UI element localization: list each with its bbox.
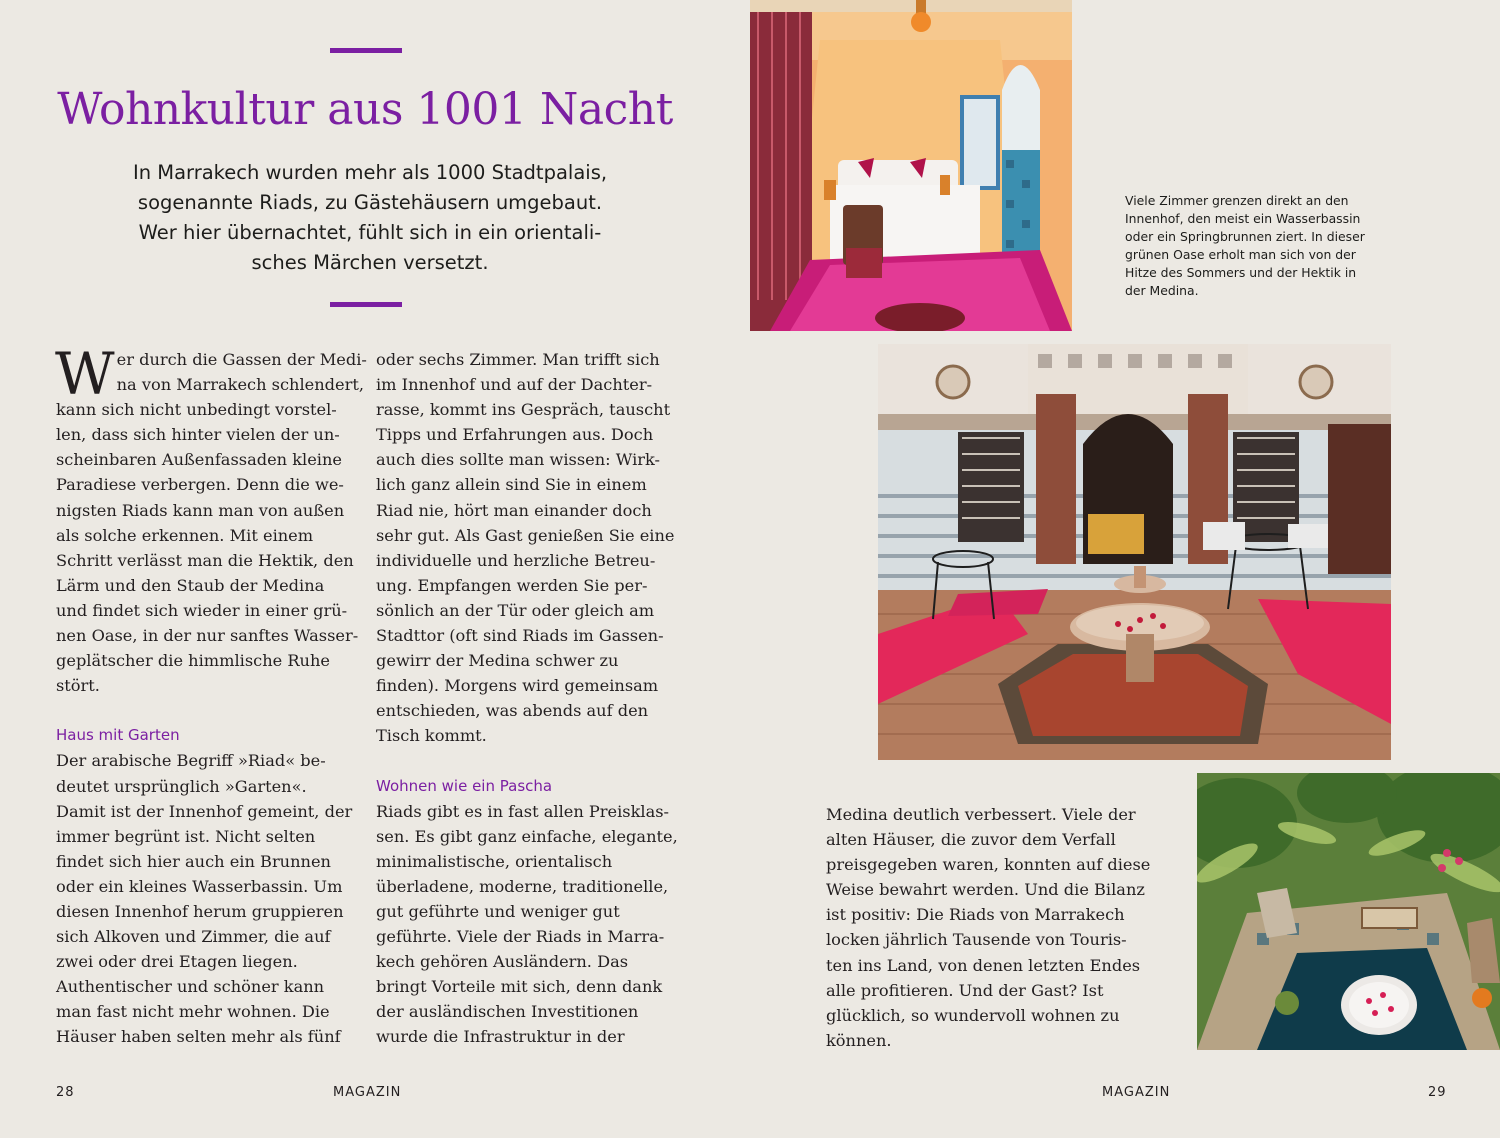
text-line: glücklich, so wundervoll wohnen zu bbox=[826, 1005, 1120, 1025]
title-rule-bottom bbox=[330, 302, 402, 307]
text-line: man fast nicht mehr wohnen. Die bbox=[56, 1002, 330, 1022]
text-line: finden). Morgens wird gemeinsam bbox=[376, 676, 659, 696]
text-line: ten ins Land, von denen letzten Endes bbox=[826, 955, 1141, 975]
text-line: Riad nie, hört man einander doch bbox=[376, 500, 652, 520]
text-line: Lärm und den Staub der Medina bbox=[56, 575, 325, 595]
caption-line: grünen Oase erholt man sich von der bbox=[1125, 247, 1356, 262]
text-line: Medina deutlich verbessert. Viele der bbox=[826, 805, 1136, 824]
text-line: deutet ursprünglich »Garten«. bbox=[56, 776, 307, 796]
text-line: und findet sich wieder in einer grü- bbox=[56, 600, 348, 620]
photo-bedroom bbox=[750, 0, 1072, 331]
text-line: im Innenhof und auf der Dachter- bbox=[376, 375, 653, 395]
caption-line: Hitze des Sommers und der Hektik in bbox=[1125, 265, 1357, 280]
text-line: individuelle und herzliche Betreu- bbox=[376, 550, 656, 570]
title-rule-top bbox=[330, 48, 402, 53]
text-line: scheinbaren Außenfassaden kleine bbox=[56, 450, 342, 470]
text-line: alle profitieren. Und der Gast? Ist bbox=[826, 980, 1104, 1000]
running-footer-left: MAGAZIN bbox=[333, 1085, 402, 1100]
lead-line: In Marrakech wurden mehr als 1000 Stadtpalais, bbox=[132, 161, 608, 184]
article-column-2 bbox=[376, 347, 696, 1050]
text-line: lich ganz allein sind Sie in einem bbox=[376, 475, 647, 495]
text-line: alten Häuser, die zuvor dem Verfall bbox=[826, 830, 1116, 850]
text-line: ung. Empfangen werden Sie per- bbox=[376, 575, 648, 595]
text-line: Tisch kommt. bbox=[376, 726, 487, 746]
photo-courtyard-fountain bbox=[878, 344, 1391, 760]
caption-line: Innenhof, den meist ein Wasserbassin bbox=[1125, 211, 1361, 226]
text-line: Häuser haben selten mehr als fünf bbox=[56, 1027, 341, 1047]
caption-line: der Medina. bbox=[1125, 283, 1199, 298]
running-footer-right: MAGAZIN bbox=[1102, 1085, 1171, 1100]
text-line: Authentischer und schöner kann bbox=[56, 977, 325, 997]
text-line: geplätscher die himmlische Ruhe bbox=[56, 651, 330, 671]
page-number-left: 28 bbox=[56, 1085, 75, 1100]
text-line: diesen Innenhof herum gruppieren bbox=[56, 901, 344, 921]
lead-paragraph bbox=[60, 158, 680, 278]
text-line: sönlich an der Tür oder gleich am bbox=[376, 600, 655, 620]
text-line: locken jährlich Tausende von Touris- bbox=[826, 930, 1127, 950]
text-line: überladene, moderne, traditionelle, bbox=[376, 876, 669, 896]
text-line: geführte. Viele der Riads in Marra- bbox=[376, 927, 665, 947]
text-line: sehr gut. Als Gast genießen Sie eine bbox=[376, 525, 675, 545]
drop-cap: W bbox=[55, 340, 115, 408]
page-title: Wohnkultur aus 1001 Nacht bbox=[57, 84, 673, 135]
photo-caption bbox=[1125, 192, 1385, 300]
lead-line: sogenannte Riads, zu Gästehäusern umgebaut. bbox=[137, 191, 603, 214]
text-line: Tipps und Erfahrungen aus. Doch bbox=[376, 425, 654, 445]
text-line: Stadttor (oft sind Riads im Gassen- bbox=[376, 626, 664, 646]
text-line: nigsten Riads kann man von außen bbox=[56, 500, 345, 520]
text-line: minimalistische, orientalisch bbox=[376, 851, 613, 871]
text-line: sich Alkoven und Zimmer, die auf bbox=[56, 927, 331, 947]
text-line: len, dass sich hinter vielen der un- bbox=[56, 425, 340, 445]
column1-body bbox=[56, 748, 366, 1049]
text-line: entschieden, was abends auf den bbox=[376, 701, 649, 721]
text-line: Schritt verlässt man die Hektik, den bbox=[56, 550, 354, 570]
column2-body bbox=[376, 799, 696, 1050]
text-line: Der arabische Begriff »Riad« be- bbox=[56, 751, 326, 771]
text-line: der ausländischen Investitionen bbox=[376, 1002, 639, 1022]
text-line: stört. bbox=[56, 676, 100, 696]
text-line: oder sechs Zimmer. Man trifft sich bbox=[376, 350, 660, 369]
caption-line: oder ein Springbrunnen ziert. In dieser bbox=[1125, 229, 1365, 244]
column1-intro bbox=[55, 340, 367, 698]
text-line: sen. Es gibt ganz einfache, elegante, bbox=[376, 826, 678, 846]
text-line: preisgegeben waren, konnten auf diese bbox=[826, 855, 1151, 875]
subhead-haus-mit-garten: Haus mit Garten bbox=[56, 726, 180, 745]
lead-line: sches Märchen versetzt. bbox=[251, 251, 489, 274]
text-line: nen Oase, in der nur sanftes Wasser- bbox=[56, 626, 359, 646]
text-line: Paradiese verbergen. Denn die we- bbox=[56, 475, 344, 495]
lead-line: Wer hier übernachtet, fühlt sich in ein orientali- bbox=[138, 221, 602, 244]
text-line: er durch die Gassen der Medi- bbox=[116, 350, 367, 369]
column2-intro bbox=[376, 347, 696, 749]
text-line: na von Marrakech schlendert, bbox=[116, 375, 364, 395]
text-line: oder ein kleines Wasserbassin. Um bbox=[56, 876, 343, 896]
photo-garden-pool bbox=[1197, 773, 1500, 1050]
text-line: Damit ist der Innenhof gemeint, der bbox=[56, 801, 353, 821]
subhead-wohnen-wie-ein-pascha: Wohnen wie ein Pascha bbox=[376, 776, 553, 795]
text-line: Weise bewahrt werden. Und die Bilanz bbox=[826, 880, 1145, 900]
caption-line: Viele Zimmer grenzen direkt an den bbox=[1125, 193, 1349, 208]
text-line: kann sich nicht unbedingt vorstel- bbox=[56, 400, 337, 420]
text-line: bringt Vorteile mit sich, denn dank bbox=[376, 977, 663, 997]
text-line: gewirr der Medina schwer zu bbox=[376, 651, 619, 671]
text-line: ist positiv: Die Riads von Marrakech bbox=[826, 905, 1125, 925]
text-line: rasse, kommt ins Gespräch, tauscht bbox=[376, 400, 671, 420]
article-column-1 bbox=[55, 340, 367, 1050]
text-line: zwei oder drei Etagen liegen. bbox=[56, 952, 298, 972]
text-line: findet sich hier auch ein Brunnen bbox=[56, 851, 331, 871]
text-line: wurde die Infrastruktur in der bbox=[376, 1027, 625, 1047]
article-column-3 bbox=[826, 802, 1166, 1053]
text-line: auch dies sollte man wissen: Wirk- bbox=[376, 450, 661, 470]
text-line: Riads gibt es in fast allen Preisklas- bbox=[376, 801, 670, 821]
text-line: als solche erkennen. Mit einem bbox=[56, 525, 314, 545]
text-line: gut geführte und weniger gut bbox=[376, 901, 620, 921]
page-number-right: 29 bbox=[1428, 1085, 1447, 1100]
text-line: kech gehören Ausländern. Das bbox=[376, 952, 629, 972]
text-line: immer begrünt ist. Nicht selten bbox=[56, 826, 316, 846]
text-line: können. bbox=[826, 1030, 892, 1050]
